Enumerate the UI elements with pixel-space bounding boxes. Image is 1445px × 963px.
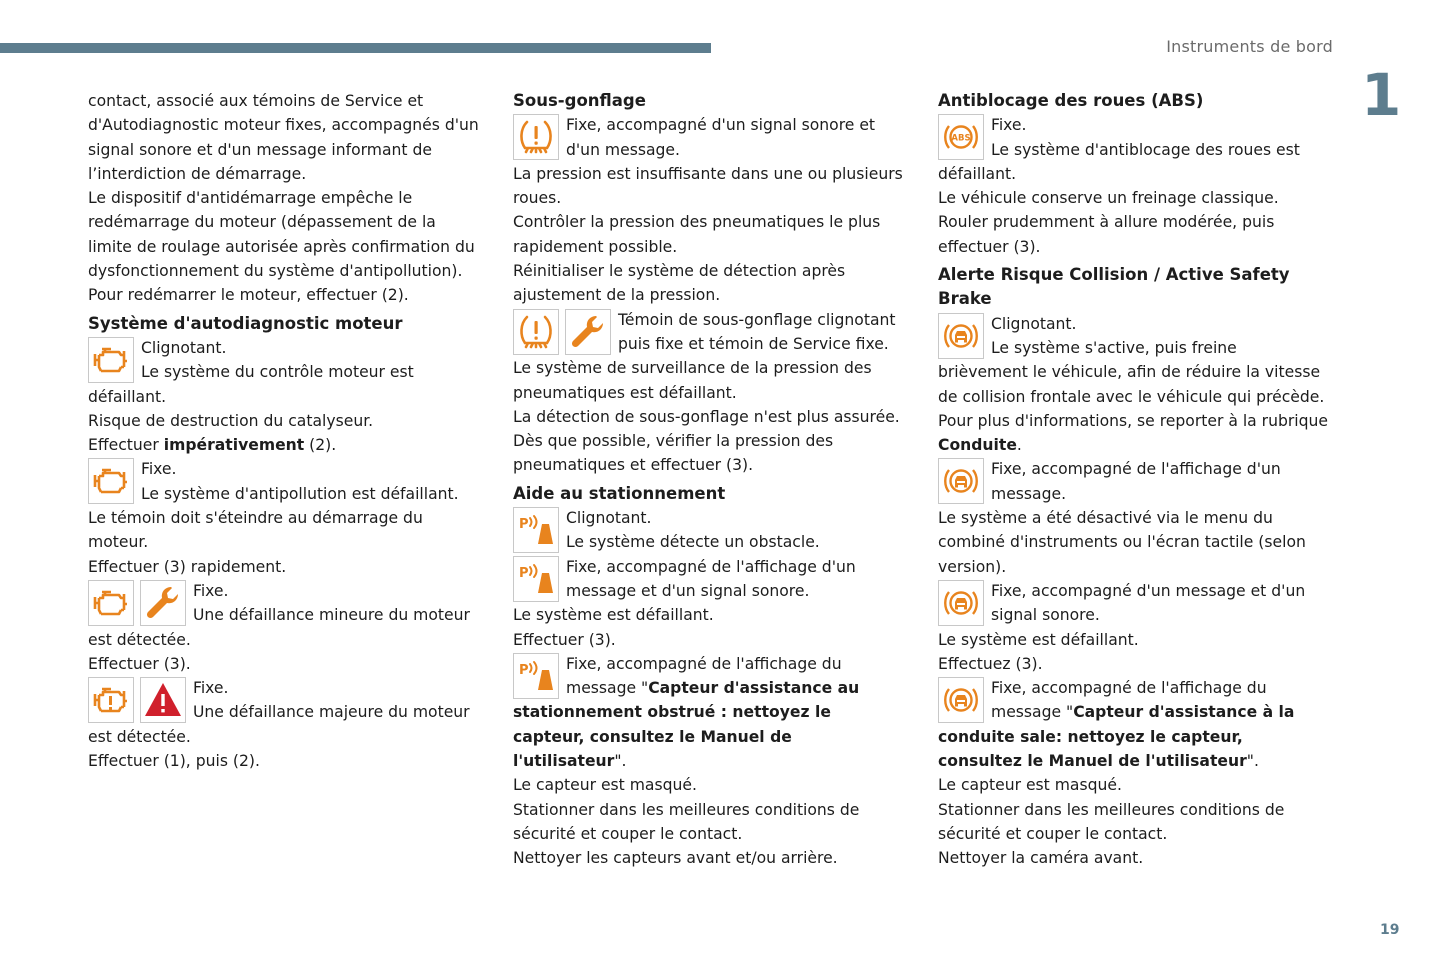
tyre-service-line-3: Dès que possible, vérifier la pression des pneumatiques et effectuer (3).	[513, 432, 834, 475]
message-prefix: Fixe, accompagné de l'affichage du message "	[566, 654, 842, 698]
service-wrench-icon	[140, 580, 186, 626]
tyre-pressure-icon	[513, 114, 559, 160]
engine-flashing-status: Clignotant.	[141, 338, 227, 357]
abs-line-1: Le véhicule conserve un freinage classique.	[938, 189, 1279, 208]
service-wrench-icon	[565, 309, 611, 355]
entry-collision-fault	[938, 579, 1330, 628]
message-text: Capteur d'assistance à la conduite sale: nettoyez le capteur, consultez le Manuel de l'utilisateur	[938, 703, 1295, 771]
park-assist-icon	[513, 507, 559, 553]
engine-alert-icon	[88, 677, 134, 723]
entry-engine-flashing	[88, 336, 480, 409]
more-info-prefix: Pour plus d'informations, se reporter à la rubrique	[938, 411, 1328, 430]
header-accent-bar	[0, 43, 711, 53]
heading-autodiagnostic: Système d'autodiagnostic moteur	[88, 313, 403, 333]
park-flashing-status: Clignotant.	[566, 509, 652, 528]
tyre-fixed-line-3: Réinitialiser le système de détection après ajustement de la pression.	[513, 262, 846, 305]
collision-dirty-line-2: Stationner dans les meilleures conditions de sécurité et couper le contact.	[938, 800, 1285, 843]
engine-major-desc: Une défaillance majeure du moteur est détectée.	[88, 703, 470, 746]
entry-park-flashing	[513, 506, 905, 555]
collision-alert-icon	[938, 580, 984, 626]
tyre-fixed-desc: Fixe, accompagné d'un signal sonore et d'un message.	[566, 116, 876, 159]
collision-flashing-status: Clignotant.	[991, 314, 1077, 333]
entry-collision-flashing	[938, 312, 1330, 409]
collision-flashing-desc: Le système s'active, puis freine brièvement le véhicule, afin de réduire la vitesse de collision frontale avec le véhicule qui précède.	[938, 338, 1325, 406]
chapter-number: 1	[1361, 61, 1402, 129]
entry-park-fixed	[513, 555, 905, 604]
park-fixed-line-2: Effectuer (3).	[513, 630, 616, 649]
tyre-pressure-icon	[513, 309, 559, 355]
engine-minor-status: Fixe.	[193, 581, 229, 600]
warning-triangle-icon	[140, 677, 186, 723]
action-suffix: (2).	[304, 436, 337, 455]
entry-tyre-service	[513, 308, 905, 357]
engine-minor-action: Effectuer (3).	[88, 654, 191, 673]
svg-text:P: P	[519, 662, 529, 678]
engine-flashing-desc: Le système du contrôle moteur est défaillant.	[88, 363, 414, 406]
column-1	[88, 89, 480, 773]
park-fixed-desc: Fixe, accompagné de l'affichage d'un message et d'un signal sonore.	[566, 557, 856, 600]
engine-major-status: Fixe.	[193, 679, 229, 698]
park-assist-icon	[513, 556, 559, 602]
collision-alert-icon	[938, 677, 984, 723]
park-obstructed-line-3: Nettoyer les capteurs avant et/ou arrière.	[513, 849, 838, 868]
column-3	[938, 89, 1330, 871]
more-info-reference: Conduite	[938, 436, 1017, 455]
intro-paragraph-2: Le dispositif d'antidémarrage empêche le redémarrage du moteur (dépassement de la limite de roulage autorisée après confirmation du dysfonctionnement du système d'antipollution).	[88, 189, 475, 281]
entry-engine-minor	[88, 579, 480, 652]
heading-collision: Alerte Risque Collision / Active Safety Brake	[938, 265, 1290, 309]
abs-icon	[938, 114, 984, 160]
collision-alert-icon	[938, 313, 984, 359]
tyre-service-line-1: Le système de surveillance de la pression des pneumatiques est défaillant.	[513, 359, 872, 402]
engine-fixed-status: Fixe.	[141, 460, 177, 479]
entry-engine-major	[88, 676, 480, 749]
abs-desc: Le système d'antiblocage des roues est défaillant.	[938, 140, 1300, 183]
heading-park-assist: Aide au stationnement	[513, 483, 726, 503]
collision-fault-desc: Fixe, accompagné d'un message et d'un signal sonore.	[991, 581, 1306, 625]
abs-icon-label: ABS	[951, 133, 971, 144]
message-text: Capteur d'assistance au stationnement obstrué : nettoyez le capteur, consultez le Manuel de l'utilisateur	[513, 679, 860, 771]
park-obstructed-line-2: Stationner dans les meilleures conditions de sécurité et couper le contact.	[513, 800, 860, 843]
svg-text:P: P	[519, 565, 529, 581]
engine-fixed-desc: Le système d'antipollution est défaillant.	[141, 484, 459, 503]
abs-line-2: Rouler prudemment à allure modérée, puis effectuer (3).	[938, 213, 1275, 256]
engine-minor-desc: Une défaillance mineure du moteur est détectée.	[88, 606, 470, 649]
message-suffix: ".	[1246, 752, 1259, 771]
collision-disabled-line: Le système a été désactivé via le menu du combiné d'instruments ou l'écran tactile (selon version).	[938, 509, 1306, 576]
engine-flashing-risk: Risque de destruction du catalyseur.	[88, 411, 374, 430]
park-assist-icon	[513, 653, 559, 699]
engine-fixed-action: Effectuer (3) rapidement.	[88, 557, 287, 576]
tyre-fixed-line-2: Contrôler la pression des pneumatiques le plus rapidement possible.	[513, 213, 881, 256]
action-prefix: Effectuer	[88, 436, 164, 455]
entry-tyre-fixed	[513, 113, 905, 162]
page-number: 19	[1380, 922, 1400, 938]
intro-paragraph-3: Pour redémarrer le moteur, effectuer (2).	[88, 286, 409, 305]
collision-disabled-desc: Fixe, accompagné de l'affichage d'un message.	[991, 460, 1281, 503]
engine-check-icon	[88, 337, 134, 383]
abs-status: Fixe.	[991, 116, 1027, 135]
tyre-service-desc: Témoin de sous-gonflage clignotant puis fixe et témoin de Service fixe.	[618, 310, 896, 353]
engine-flashing-action	[88, 433, 480, 457]
entry-engine-fixed	[88, 457, 480, 506]
entry-abs	[938, 113, 1330, 186]
collision-fault-line-2: Effectuez (3).	[938, 654, 1043, 673]
collision-fault-line-1: Le système est défaillant.	[938, 630, 1139, 649]
collision-alert-icon	[938, 458, 984, 504]
park-fixed-line-1: Le système est défaillant.	[513, 606, 714, 625]
park-obstructed-line-1: Le capteur est masqué.	[513, 776, 697, 795]
action-emphasis: impérativement	[163, 436, 305, 455]
collision-dirty-line-3: Nettoyer la caméra avant.	[938, 849, 1144, 868]
section-title: Instruments de bord	[1166, 37, 1333, 56]
heading-underinflation: Sous-gonflage	[513, 91, 646, 110]
message-suffix: ".	[614, 752, 627, 771]
svg-text:P: P	[519, 517, 529, 533]
engine-major-action: Effectuer (1), puis (2).	[88, 752, 260, 771]
more-info-suffix: .	[1016, 436, 1022, 455]
heading-abs: Antiblocage des roues (ABS)	[938, 91, 1204, 110]
collision-dirty-message	[938, 676, 1330, 773]
intro-paragraph-1: contact, associé aux témoins de Service et d'Autodiagnostic moteur fixes, accompagnés d'un signal sonore et d'un message informant de l’interdiction de démarrage.	[88, 92, 479, 183]
engine-check-icon	[88, 458, 134, 504]
tyre-service-line-2: La détection de sous-gonflage n'est plus assurée.	[513, 407, 900, 426]
message-prefix: Fixe, accompagné de l'affichage du message "	[991, 679, 1267, 722]
entry-park-obstructed	[513, 652, 905, 773]
engine-fixed-extra: Le témoin doit s'éteindre au démarrage du moteur.	[88, 509, 423, 552]
entry-collision-dirty	[938, 676, 1330, 773]
park-obstructed-message	[513, 652, 905, 773]
column-2	[513, 89, 905, 871]
engine-check-icon	[88, 580, 134, 626]
entry-collision-disabled	[938, 457, 1330, 506]
park-flashing-desc: Le système détecte un obstacle.	[566, 533, 820, 552]
collision-more-info	[938, 409, 1330, 458]
collision-dirty-line-1: Le capteur est masqué.	[938, 776, 1122, 795]
tyre-fixed-line-1: La pression est insuffisante dans une ou plusieurs roues.	[513, 164, 903, 208]
